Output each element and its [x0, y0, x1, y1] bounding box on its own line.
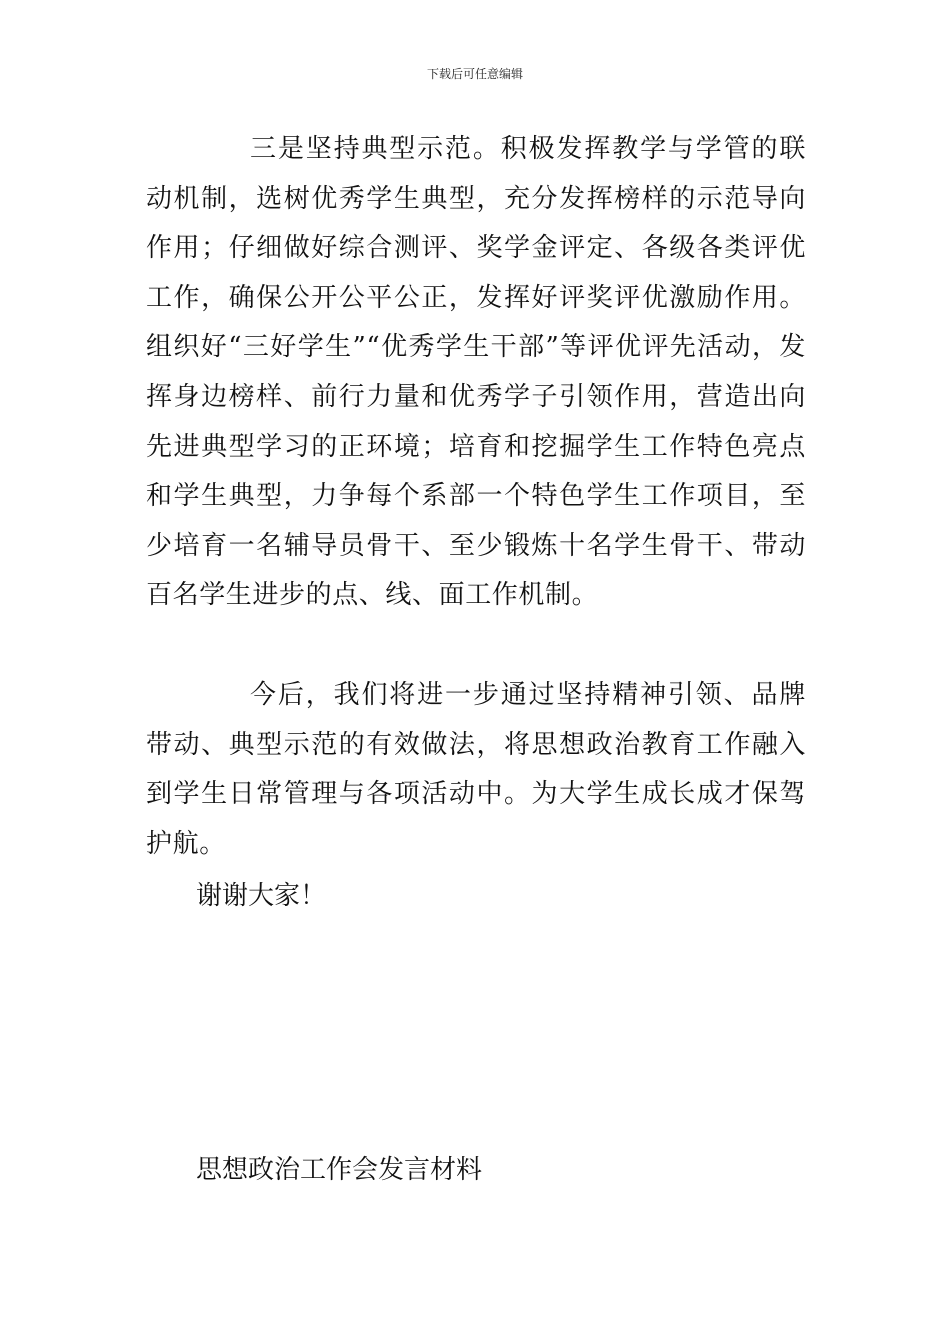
paragraph-future-plan: 今后，我们将进一步通过坚持精神引领、品牌带动、典型示范的有效做法，将思想政治教育工作融入到学生日常管理与各项活动中。为大学生成长成才保驾护航。 — [146, 680, 806, 859]
header-note: 下载后可任意编辑 — [426, 67, 523, 81]
footer-title: 思想政治工作会发言材料 — [196, 1155, 483, 1185]
paragraph-typical-example: 三是坚持典型示范。积极发挥教学与学管的联动机制，选树优秀学生典型，充分发挥榜样的示范导向作用；仔细做好综合测评、奖学金评定、各级各类评优工作，确保公开公平公正，发挥好评奖评优激励作用。组织好“三好学生”“优秀学生干部”等评优评先活动，发挥身边榜样、前行力量和优秀学子引领作用，营造出向先进典型学习的正环境；培育和挖掘学生工作特色亮点和学生典型，力争每个系部一个特色学生工作项目，至少培育一名辅导员骨干、至少锻炼十名学生骨干、带动百名学生进步的点、线、面工作机制。 — [146, 134, 806, 611]
closing-thanks: 谢谢大家！ — [196, 881, 327, 911]
